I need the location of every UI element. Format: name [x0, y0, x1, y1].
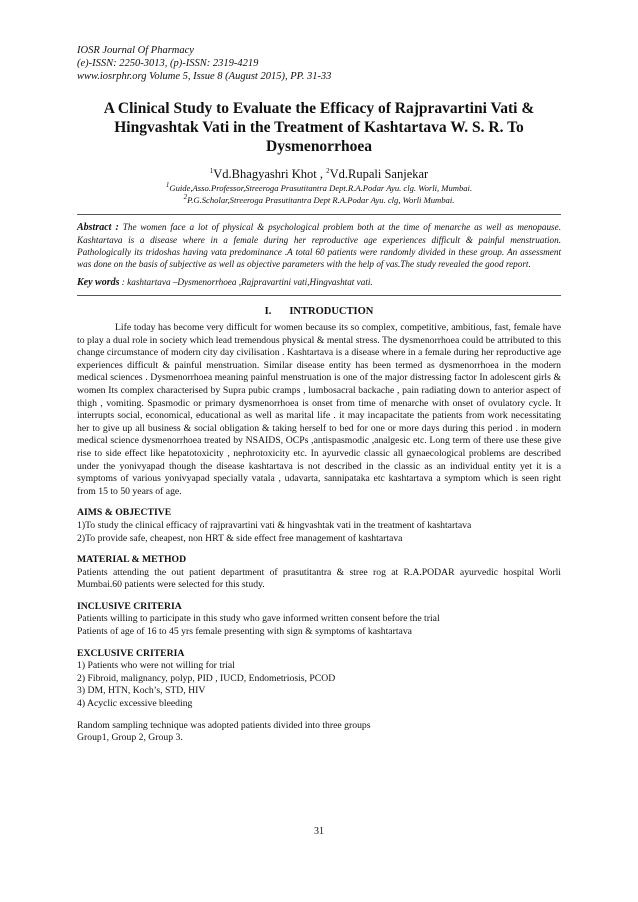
journal-url: www.iosrphr.org Volume 5, Issue 8 (August 2015), PP. 31-33 [77, 71, 332, 82]
divider-top [77, 214, 561, 215]
aims-heading: AIMS & OBJECTIVE [77, 507, 172, 519]
affiliation-1 [77, 182, 561, 194]
exclusive-item-3: 3) DM, HTN, Koch’s, STD, HIV [77, 685, 206, 697]
keywords-text: : kashtartava –Dysmenorrhoea ,Rajpravartini vati,Hingvashtat vati. [119, 277, 373, 287]
journal-name: IOSR Journal Of Pharmacy [77, 45, 194, 56]
exclusive-heading: EXCLUSIVE CRITERIA [77, 647, 185, 659]
paper-title: A Clinical Study to Evaluate the Efficacy of Rajpravartini Vati & Hingvashtak Vati in the Treatment of Kashtartava W. S. R. To Dysmenorrhoea [103, 100, 535, 155]
intro-heading [77, 305, 561, 318]
keywords-label: Key words [77, 277, 120, 288]
journal-issn: (e)-ISSN: 2250-3013, (p)-ISSN: 2319-4219 [77, 58, 259, 69]
inclusive-heading: INCLUSIVE CRITERIA [77, 600, 182, 612]
inclusive-item-1: Patients willing to participate in this study who gave informed written consent before the trial [77, 613, 440, 625]
abstract [77, 221, 561, 270]
inclusive-item-2: Patients of age of 16 to 45 yrs female presenting with sign & symptoms of kashtartava [77, 626, 412, 638]
sampling-line-1: Random sampling technique was adopted patients divided into three groups [77, 719, 371, 731]
paper-page [77, 44, 561, 745]
aims-item-2: 2)To provide safe, cheapest, non HRT & side effect free management of kashtartava [77, 532, 403, 544]
exclusive-item-4: 4) Acyclic excessive bleeding [77, 698, 193, 710]
author1-sup: 1 [209, 166, 214, 175]
exclusive-item-1: 1) Patients who were not willing for trial [77, 660, 235, 672]
page-number: 31 [314, 826, 324, 837]
author2-sup: 2 [326, 166, 330, 175]
author-line [77, 166, 561, 182]
exclusive-item-2: 2) Fibroid, malignancy, polyp, PID , IUCD, Endometriosis, PCOD [77, 672, 336, 684]
sampling-line-2: Group1, Group 2, Group 3. [77, 732, 183, 744]
affiliation-1-text: Guide,Asso.Professor,Streeroga Prasutitantra Dept.R.A.Podar Ayu. clg. Worli, Mumbai. [169, 183, 473, 193]
keywords [77, 276, 561, 289]
intro-title: INTRODUCTION [289, 306, 374, 317]
affiliation-2-sup: 2 [183, 193, 188, 202]
material-heading: MATERIAL & METHOD [77, 554, 187, 566]
author1-name: Vd.Bhagyashri Khot , [213, 167, 327, 181]
affiliation-1-sup: 1 [165, 181, 170, 190]
abstract-label: Abstract : [77, 222, 119, 233]
affiliation-2 [77, 194, 561, 206]
intro-number: I. [264, 306, 272, 317]
intro-paragraph: Life today has become very difficult for women because its so complex, competitive, ambitious, fast, female have to play a dual role in society which lead tremendous physical & mental stress. The dysmenorrhoea could be attributed to this change circumstance of modern city day civilisation . Kashtartava is a disease where in a female during her reproductive age experiences difficult & painful menstruation. Similar disease entity has been termed as dysmenorrhoea in the modern medical sciences . Dysmenorrhoea meaning painful menstruation is one of the major distressing factor In adolescent girls & women Its complex characterised by Supra pubic cramps , lumbosacral backache , pain radiating down to anterior aspect of thigh , vomiting. Spasmodic or primary dysmenorrhoea is onset from time of menarche with onset of ovulatory cycle. It interrupts social, economical, educational as well as marital life . it may incapacitate the patients from work necessitating her to give up all business & social obligation & taking herself to bed for one or more days during this period . in modern medical science dysmenorrhoea treated by NSAIDS, OCPs ,antispasmodic ,analgesic etc. Long term of there use these give rise to side effect like hepatotoxicity , nephrotoxicity etc. In ayurvedic classic all gynaecological problems are described under the yonivyapad though the disease kashtartava is not described in the classic as an individual entity yet it is a symptoms of various yonivyapad specially vatala , udavarta, sannipataka etc kashtartava a symptom which is seen right from 15 to 50 years of age. [77, 322, 561, 497]
author2-name: Vd.Rupali Sanjekar [329, 167, 429, 181]
aims-item-1: 1)To study the clinical efficacy of rajpravartini vati & hingvashtak vati in the treatment of kashtartava [77, 519, 472, 531]
journal-header [77, 44, 561, 83]
material-text: Patients attending the out patient department of prasutitantra & stree rog at R.A.PODAR ayurvedic hospital Worli Mumbai.60 patients were selected for this study. [77, 566, 561, 591]
affiliation-2-text: P.G.Scholar,Streeroga Prasutitantra Dept R.A.Podar Ayu. clg, Worli Mumbai. [187, 195, 455, 205]
divider-bottom [77, 295, 561, 296]
abstract-text: The women face a lot of physical & psychological problem both at the time of menarche as well as menopause. Kashtartava is a disease where in a female during her reproductive age experiences difficult & painful menstruation. Pathologically its tridoshas having vata predominance .A total 60 patients were randomly divided in these group. An assessment was done on the basis of subjective as well as objective parameters with the help of vas.The study revealed the good report. [77, 222, 561, 269]
